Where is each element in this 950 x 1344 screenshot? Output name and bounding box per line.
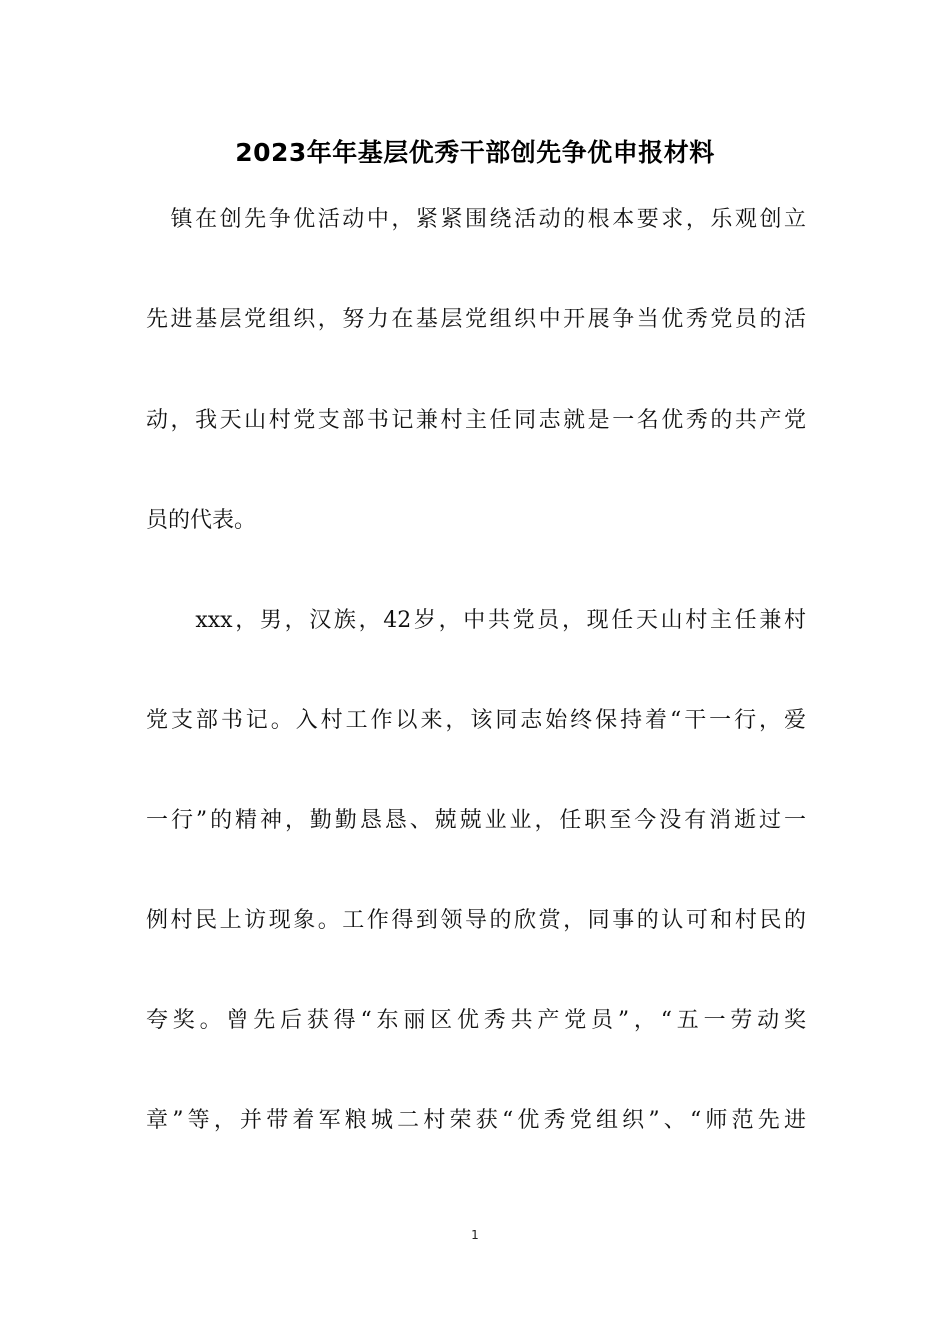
page-number: 1 <box>471 1228 479 1242</box>
paragraph-line: 一行”的精神，勤勤恳恳、兢兢业业，任职至今没有消逝过一 <box>146 808 806 833</box>
paragraph-line: 动，我天山村党支部书记兼村主任同志就是一名优秀的共产党 <box>146 408 806 433</box>
paragraph-line: xxx，男，汉族，42岁，中共党员，现任天山村主任兼村 <box>146 608 806 633</box>
paragraph-line: 例村民上访现象。工作得到领导的欣赏，同事的认可和村民的 <box>146 908 806 933</box>
paragraph-line: 章”等，并带着军粮城二村荣获“优秀党组织”、“师范先进 <box>146 1108 806 1133</box>
paragraph-line: 党支部书记。入村工作以来，该同志始终保持着“干一行，爱 <box>146 708 806 733</box>
paragraph-line: 夸奖。曾先后获得“东丽区优秀共产党员”，“五一劳动奖 <box>146 1008 806 1033</box>
paragraph-line: 员的代表。 <box>146 508 257 533</box>
paragraph-line: 镇在创先争优活动中，紧紧围绕活动的根本要求，乐观创立 <box>146 207 806 232</box>
document-title: 2023年年基层优秀干部创先争优申报材料 <box>235 138 715 167</box>
paragraph-line: 先进基层党组织，努力在基层党组织中开展争当优秀党员的活 <box>146 307 806 332</box>
